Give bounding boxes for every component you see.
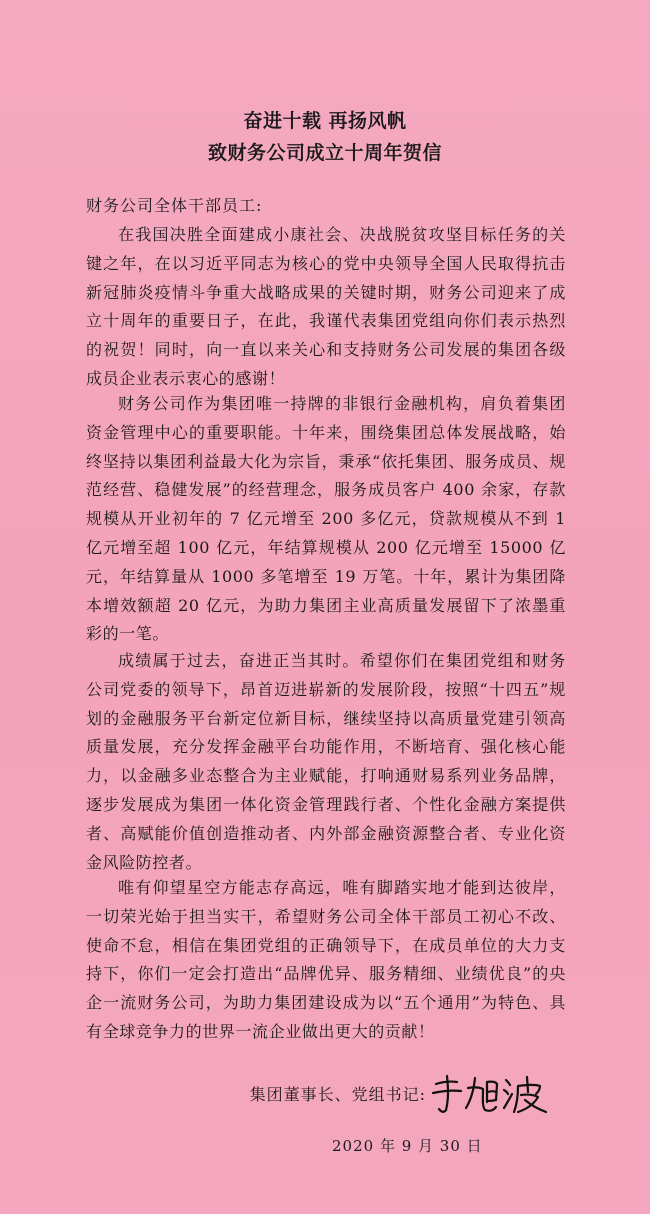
body-paragraph-4: 唯有仰望星空方能志存高远，唯有脚踏实地才能到达彼岸，一切荣光始于担当实干，希望财务公司全体干部员工初心不改、使命不怠，相信在集团党组的正确领导下，在成员单位的大力支持下，你们一定会打造出“品牌优异、服务精细、业绩优良”的央企一流财务公司，为助力集团建设成为以“五个通用”为特色、具有全球竞争力的世界一流企业做出更大的贡献！ [86,878,566,1041]
salutation: 财务公司全体干部员工: [86,196,263,215]
body-paragraph-1: 在我国决胜全面建成小康社会、决战脱贫攻坚目标任务的关键之年，在以习近平同志为核心的党中央领导全国人民取得抗击新冠肺炎疫情斗争重大战略成果的关键时期，财务公司迎来了成立十周年的重要日子，在此，我谨代表集团党组向你们表示热烈的祝贺！同时，向一直以来关心和支持财务公司发展的集团各级成员企业表示衷心的感谢！ [86,225,566,388]
handwritten-signature [430,1068,550,1118]
body-paragraph-3: 成绩属于过去，奋进正当其时。希望你们在集团党组和财务公司党委的领导下，昂首迈进崭新的发展阶段，按照“十四五”规划的金融服务平台新定位新目标，继续坚持以高质量党建引领高质量发展，充分发挥金融平台功能作用，不断培育、强化核心能力，以金融多业态整合为主业赋能，打响通财易系列业务品牌，逐步发展成为集团一体化资金管理践行者、个性化金融方案提供者、高赋能价值创造推动者、内外部金融资源整合者、专业化资金风险防控者。 [86,651,566,872]
letter-subtitle: 致财务公司成立十周年贺信 [207,142,442,164]
letter-date: 2020 年 9 月 30 日 [332,1137,483,1155]
body-paragraph-2: 财务公司作为集团唯一持牌的非银行金融机构，肩负着集团资金管理中心的重要职能。十年来，围绕集团总体发展战略，始终坚持以集团利益最大化为宗旨，秉承“依托集团、服务成员、规范经营、稳健发展”的经营理念，服务成员客户 400 余家，存款规模从开业初年的 7 亿元增至 200 多亿元，贷款规模从不到 1 亿元增至超 100 亿元，年结算规模从 200 亿元增至 15000 亿元，年结算量从 1000 多笔增至 19 万笔。十年，累计为集团降本增效额超 20 亿元，为助力集团主业高质量发展留下了浓墨重彩的一笔。 [86,394,566,644]
letter-title: 奋进十载 再扬风帆 [243,110,407,132]
signature-block [250,1068,550,1118]
signer-title: 集团董事长、党组书记: [249,1084,426,1104]
